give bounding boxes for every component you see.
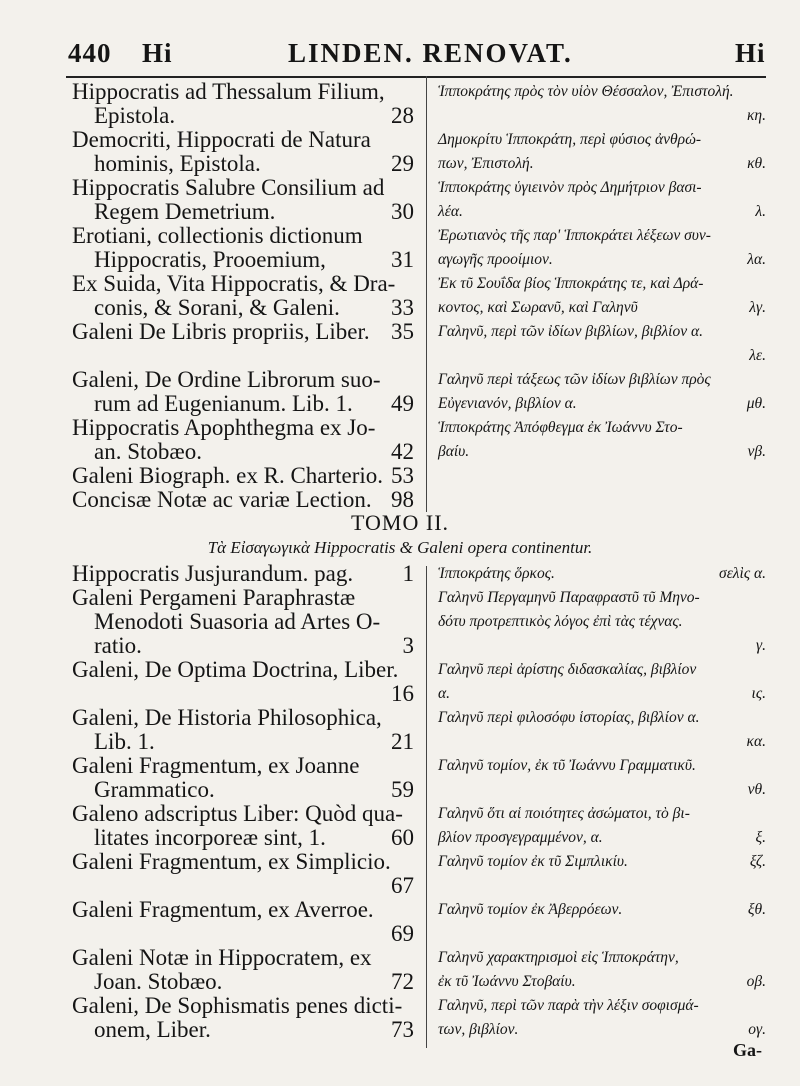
page-ref: ξζ. [749,853,766,870]
page-ref: ις. [751,685,766,702]
greek-entry-line [438,562,768,586]
latin-entry-text: ratio. [94,633,142,658]
header-rule [66,76,766,78]
greek-entry-text: λέα. [438,203,463,220]
latin-entry-line [72,104,418,128]
greek-entry-line [438,634,768,658]
latin-entry-line [72,586,418,610]
latin-entry-text: Menodoti Suasoria ad Artes O- [94,609,381,634]
page-ref: 42 [391,439,414,464]
greek-entry-text: των, βιβλίον. [438,1021,519,1038]
latin-entry-line [72,152,418,176]
page-ref: ξ. [755,829,766,846]
greek-entry-line [438,706,768,730]
latin-entry-line [72,946,418,970]
page-ref: 33 [391,295,414,320]
greek-entry-line [438,898,768,922]
latin-entry-text: onem, Liber. [94,1017,211,1042]
greek-entry-line [438,272,768,296]
latin-entry-line [72,970,418,994]
latin-entry-text: Joan. Stobæo. [94,969,223,994]
page-ref: ογ. [748,1021,766,1038]
latin-column-vol1 [72,80,418,512]
greek-entry-text: Γαληνῦ περὶ ἀρίστης διδασκαλίας, βιβλίον [438,661,697,678]
greek-entry-line [438,200,768,224]
greek-entry-text: Ἐρωτιανὸς τῆς παρ' Ἱπποκράτει λέξεων συν- [438,227,711,244]
greek-entry-line [438,128,768,152]
greek-entry-text: Ἱπποκράτης ὅρκος. [438,565,555,582]
latin-entry-line [72,874,418,898]
page-ref: κα. [746,733,766,750]
greek-entry-line [438,152,768,176]
greek-entry-text: Γαληνῦ περὶ φιλοσόφυ ἱστορίας, βιβλίον α. [438,709,700,726]
greek-entry-text: Γαληνῦ τομίον ἐκ Ἀβερρόεων. [438,901,623,918]
latin-entry-line [72,224,418,248]
running-header [0,38,800,78]
volume-heading: TOMO II. [350,510,450,535]
greek-entry-line [438,488,768,512]
latin-entry-line [72,464,418,488]
latin-entry-line [72,320,418,344]
greek-entry-text: Γαληνῦ τομίον, ἐκ τῦ Ἰωάννυ Γραμματικῦ. [438,757,696,774]
latin-entry-line [72,392,418,416]
latin-entry-text: Galeni, De Optima Doctrina, Liber. [72,657,399,682]
latin-entry-text: Concisæ Notæ ac variæ Lection. [72,487,372,512]
latin-entry-text: Galeno adscriptus Liber: Quòd qua- [72,801,403,826]
greek-entry-line [438,946,768,970]
latin-entry-line [72,128,418,152]
greek-entry-line [438,610,768,634]
latin-entry-text: Hippocratis, Prooemium, [94,247,326,272]
latin-entry-line [72,850,418,874]
header-left-abbrev: Hi [142,38,173,68]
latin-entry-text: Galeni Pergameni Paraphrastæ [72,585,356,610]
latin-entry-line [72,898,418,922]
latin-entry-text: Galeni Fragmentum, ex Averroe. [72,897,374,922]
latin-entry-line [72,802,418,826]
greek-entry-line [438,826,768,850]
page-ref: 16 [391,681,414,706]
greek-entry-text: Ἱπποκράτης ὑγιεινὸν πρὸς Δημήτριον βασι- [438,179,702,196]
latin-entry-line [72,778,418,802]
latin-entry-line [72,440,418,464]
greek-column-vol1 [438,80,768,512]
latin-entry-text: Galeni, De Sophismatis penes dicti- [72,993,403,1018]
greek-entry-text: Ἱπποκράτης πρὸς τὸν υἱὸν Θέσσαλον, Ἐπιστολή. [438,83,734,100]
latin-entry-text: Grammatico. [94,777,215,802]
page-ref: νθ. [747,781,766,798]
greek-entry-line [438,320,768,344]
latin-entry-line [72,416,418,440]
volume-subtitle: Τὰ Εἰσαγωγικὰ Hippocratis & Galeni opera continentur. [207,538,593,557]
page-ref: γ. [756,637,766,654]
latin-entry-text: Regem Demetrium. [94,199,276,224]
latin-entry-text: litates incorporeæ sint, 1. [94,825,326,850]
latin-entry-line [72,682,418,706]
latin-entry-line [72,296,418,320]
greek-entry-line [438,392,768,416]
greek-entry-text: βλίον προσγεγραμμένον, α. [438,829,603,846]
page-ref: 72 [391,969,414,994]
column-divider [426,566,427,1048]
latin-entry-text: Galeni, De Historia Philosophica, [72,705,382,730]
page-ref: 69 [391,921,414,946]
page-ref: 35 [391,319,414,344]
greek-entry-line [438,368,768,392]
latin-entry-line [72,176,418,200]
greek-entry-text: Γαληνῦ ὅτι αἱ ποιότητες ἀσώματοι, τὸ βι- [438,805,690,822]
greek-entry-text: ἐκ τῦ Ἰωάννυ Στοβαίυ. [438,973,576,990]
latin-entry-line [72,658,418,682]
page-ref: λε. [749,347,766,364]
greek-entry-line [438,778,768,802]
page-ref: 21 [391,729,414,754]
greek-entry-text: Γαληνῦ τομίον ἐκ τῦ Σιμπλικίυ. [438,853,628,870]
greek-entry-line [438,922,768,946]
page-ref: 59 [391,777,414,802]
latin-entry-line [72,344,418,368]
page-ref: λ. [755,203,766,220]
latin-entry-text: Galeni Fragmentum, ex Simplicio. [72,849,391,874]
greek-entry-line [438,248,768,272]
latin-entry-line [72,248,418,272]
greek-entry-text: δότυ προτρεπτικὸς λόγος ἐπὶ τὰς τέχνας. [438,613,683,630]
greek-entry-line [438,1018,768,1042]
page-ref: 28 [391,103,414,128]
greek-entry-line [438,80,768,104]
latin-entry-text: rum ad Eugenianum. Lib. 1. [94,391,353,416]
greek-entry-line [438,464,768,488]
page-ref: 98 [391,487,414,512]
latin-entry-text: Galeni Fragmentum, ex Joanne [72,753,360,778]
greek-entry-text: Δημοκρίτυ Ἱπποκράτη, περὶ φύσιος ἀνθρώ- [438,131,702,148]
latin-entry-line [72,730,418,754]
latin-entry-line [72,200,418,224]
latin-entry-line [72,368,418,392]
greek-entry-line [438,416,768,440]
latin-entry-text: Hippocratis Apophthegma ex Jo- [72,415,376,440]
latin-entry-line [72,922,418,946]
latin-entry-line [72,634,418,658]
page-ref: 73 [391,1017,414,1042]
page-number: 440 [68,38,112,68]
header-title: LINDEN. RENOVAT. [288,38,573,68]
greek-entry-text: Ἐκ τῦ Σουΐδα βίος Ἱπποκράτης τε, καὶ Δρά- [438,275,704,292]
page-ref: λα. [747,251,766,268]
greek-entry-text: Γαληνῦ, περὶ τῶν ἰδίων βιβλίων, βιβλίον α. [438,323,703,340]
greek-entry-text: πων, Ἐπιστολή. [438,155,534,172]
latin-entry-line [72,994,418,1018]
latin-entry-text: Erotiani, collectionis dictionum [72,223,363,248]
greek-entry-line [438,730,768,754]
latin-entry-text: Ex Suida, Vita Hippocratis, & Dra- [72,271,396,296]
page-ref: κη. [746,107,766,124]
page-ref: 3 [402,633,414,658]
page-ref: 31 [391,247,414,272]
page-ref: 30 [391,199,414,224]
latin-entry-line [72,754,418,778]
greek-entry-text: Γαληνῦ Περγαμηνῦ Παραφραστῦ τῦ Μηνο- [438,589,700,606]
page-ref: 60 [391,825,414,850]
greek-entry-line [438,754,768,778]
greek-entry-text: Ἱπποκράτης Ἀπόφθεγμα ἐκ Ἰωάννυ Στο- [438,419,683,436]
greek-entry-line [438,970,768,994]
column-divider [426,76,427,512]
latin-entry-line [72,272,418,296]
greek-entry-line [438,440,768,464]
latin-entry-text: hominis, Epistola. [94,151,261,176]
latin-entry-text: Hippocratis Jusjurandum. pag. [72,561,354,586]
greek-entry-text: α. [438,685,451,702]
greek-entry-line [438,850,768,874]
page-ref: κθ. [747,155,766,172]
page-ref: λγ. [749,299,766,316]
latin-entry-text: an. Stobæo. [94,439,202,464]
greek-entry-line [438,104,768,128]
greek-entry-text: κοντος, καὶ Σωρανῦ, καὶ Γαληνῦ [438,299,638,316]
latin-column-vol2 [72,562,418,1042]
latin-entry-text: Galeni De Libris propriis, Liber. [72,319,370,344]
latin-entry-text: Galeni Biograph. ex R. Charterio. [72,463,384,488]
page-ref: μθ. [746,395,766,412]
page-ref: 1 [402,561,414,586]
latin-entry-line [72,610,418,634]
latin-entry-line [72,706,418,730]
page-ref: νβ. [747,443,766,460]
latin-entry-line [72,562,418,586]
catchword: Ga- [733,1040,762,1060]
latin-entry-text: Epistola. [94,103,176,128]
page-ref: 53 [391,463,414,488]
latin-entry-text: Lib. 1. [94,729,155,754]
latin-entry-text: Galeni Notæ in Hippocratem, ex [72,945,372,970]
latin-entry-text: Galeni, De Ordine Librorum suo- [72,367,381,392]
latin-entry-line [72,1018,418,1042]
greek-entry-line [438,994,768,1018]
greek-column-vol2 [438,562,768,1042]
greek-entry-line [438,682,768,706]
header-right-abbrev: Hi [735,38,766,68]
greek-entry-line [438,586,768,610]
greek-entry-text: Γαληνῦ, περὶ τῶν παρὰ τὴν λέξιν σοφισμά- [438,997,699,1014]
latin-entry-text: Hippocratis Salubre Consilium ad [72,175,385,200]
greek-entry-line [438,874,768,898]
greek-entry-line [438,296,768,320]
greek-entry-line [438,344,768,368]
greek-entry-line [438,176,768,200]
greek-entry-text: αγωγῆς προοίμιον. [438,251,553,268]
latin-entry-line [72,826,418,850]
page-ref: 49 [391,391,414,416]
greek-entry-text: Γαληνῦ περὶ τάξεως τῶν ἰδίων βιβλίων πρὸς [438,371,711,388]
greek-entry-line [438,658,768,682]
greek-entry-line [438,224,768,248]
latin-entry-line [72,488,418,512]
page-ref: οβ. [746,973,766,990]
latin-entry-text: Hippocratis ad Thessalum Filium, [72,79,385,104]
page-ref: 67 [391,873,414,898]
page-ref: ξθ. [747,901,766,918]
greek-entry-text: Εὐγενιανόν, βιβλίον α. [438,395,577,412]
greek-entry-text: βαίυ. [438,443,470,460]
latin-entry-text: conis, & Sorani, & Galeni. [94,295,340,320]
greek-entry-text: Γαληνῦ χαρακτηρισμοὶ εἰς Ἱπποκράτην, [438,949,679,966]
page-ref: 29 [391,151,414,176]
greek-entry-line [438,802,768,826]
latin-entry-text: Democriti, Hippocrati de Natura [72,127,371,152]
page-ref: σελὶς α. [719,565,766,582]
latin-entry-line [72,80,418,104]
